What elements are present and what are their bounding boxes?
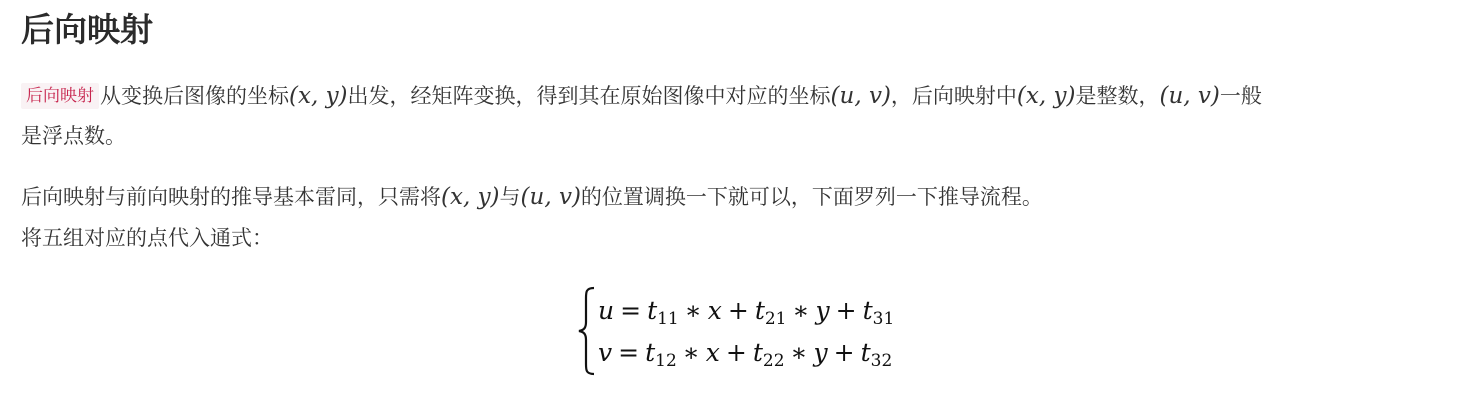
text-span: 的位置调换一下就可以，下面罗列一下推导流程。 — [580, 185, 1043, 209]
eq-term: t — [754, 296, 765, 325]
inline-code-tag: 后向映射 — [21, 83, 99, 109]
eq-subscript: 21 — [764, 309, 787, 329]
eq-plus: + — [727, 296, 749, 325]
text-span: 一般 — [1219, 84, 1262, 108]
eq-lhs: v — [598, 338, 613, 367]
eq-term: t — [752, 338, 763, 367]
eq-var: y — [813, 338, 828, 367]
eq-times: ∗ — [682, 338, 700, 367]
eq-times: ∗ — [792, 296, 810, 325]
paragraph-1-line-2: 是浮点数。 — [21, 124, 126, 148]
paragraph-2 — [21, 178, 1043, 216]
equation-system — [576, 284, 936, 378]
eq-lhs: u — [598, 296, 615, 325]
equation-line-u — [598, 296, 895, 329]
eq-sign: = — [618, 338, 640, 367]
eq-sign: = — [620, 296, 642, 325]
math-uv: (u, v) — [520, 184, 581, 210]
text-span: ，后向映射中 — [890, 84, 1017, 108]
math-xy: (x, y) — [1016, 83, 1076, 109]
eq-subscript: 32 — [870, 351, 893, 371]
eq-term: t — [647, 296, 658, 325]
text-span: 出发，经矩阵变换，得到其在原始图像中对应的坐标 — [347, 84, 831, 108]
eq-times: ∗ — [684, 296, 702, 325]
text-span: 与 — [499, 185, 521, 209]
left-brace-icon — [576, 284, 598, 378]
text-span: 后向映射与前向映射的推导基本雷同，只需将 — [21, 185, 441, 209]
eq-subscript: 12 — [655, 351, 677, 371]
eq-subscript: 11 — [657, 309, 679, 329]
eq-term: t — [862, 296, 873, 325]
eq-times: ∗ — [790, 338, 808, 367]
equation-line-v — [598, 338, 893, 371]
eq-var: x — [705, 338, 720, 367]
math-xy: (x, y) — [289, 83, 348, 109]
section-heading: 后向映射 — [21, 10, 153, 49]
paragraph-1-line-1 — [21, 77, 1262, 115]
eq-plus: + — [833, 338, 855, 367]
eq-subscript: 31 — [872, 309, 895, 329]
eq-term: t — [860, 338, 871, 367]
eq-var: x — [707, 296, 722, 325]
eq-term: t — [645, 338, 656, 367]
math-xy: (x, y) — [441, 184, 500, 210]
eq-plus: + — [725, 338, 747, 367]
math-uv: (u, v) — [830, 83, 891, 109]
math-uv: (u, v) — [1159, 83, 1220, 109]
eq-subscript: 22 — [762, 351, 785, 371]
eq-plus: + — [835, 296, 857, 325]
text-span: 是整数， — [1075, 84, 1160, 108]
text-span: 从变换后图像的坐标 — [100, 84, 289, 108]
paragraph-3: 将五组对应的点代入通式： — [21, 226, 273, 250]
eq-var: y — [815, 296, 830, 325]
